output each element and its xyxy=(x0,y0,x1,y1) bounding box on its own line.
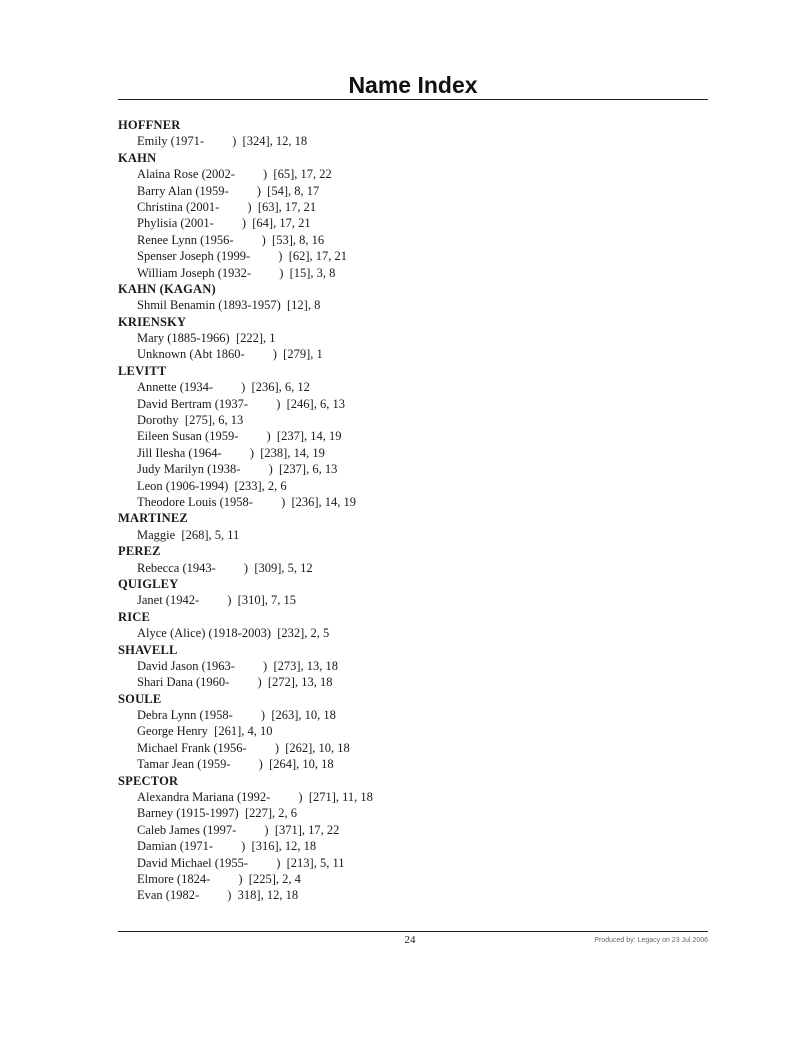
person-entry: Christina (2001- ) [63], 17, 21 xyxy=(137,199,317,214)
person-entry: Eileen Susan (1959- ) [237], 14, 19 xyxy=(137,429,342,444)
surname-group xyxy=(118,150,718,281)
person-entry: Annette (1934- ) [236], 6, 12 xyxy=(137,380,310,395)
person-entry: Jill Ilesha (1964- ) [238], 14, 19 xyxy=(137,445,325,460)
person-entry: Barry Alan (1959- ) [54], 8, 17 xyxy=(137,183,320,198)
surname-heading: MARTINEZ xyxy=(118,511,188,526)
person-entry: Emily (1971- ) [324], 12, 18 xyxy=(137,134,308,149)
footer-rule xyxy=(118,931,708,932)
surname-group xyxy=(118,117,718,150)
person-entry: Judy Marilyn (1938- ) [237], 6, 13 xyxy=(137,462,338,477)
surname-heading: QUIGLEY xyxy=(118,576,179,591)
person-entry: Shmil Benamin (1893-1957) [12], 8 xyxy=(137,298,321,313)
person-entry: Renee Lynn (1956- ) [53], 8, 16 xyxy=(137,232,325,247)
person-entry: Alexandra Mariana (1992- ) [271], 11, 18 xyxy=(137,790,373,805)
surname-group xyxy=(118,576,718,609)
surname-group xyxy=(118,363,718,511)
person-entry: George Henry [261], 4, 10 xyxy=(137,724,273,739)
person-entry: Alyce (Alice) (1918-2003) [232], 2, 5 xyxy=(137,626,330,641)
surname-heading: SOULE xyxy=(118,691,162,706)
person-entry: Theodore Louis (1958- ) [236], 14, 19 xyxy=(137,494,357,509)
person-entry: Tamar Jean (1959- ) [264], 10, 18 xyxy=(137,757,334,772)
person-entry: Leon (1906-1994) [233], 2, 6 xyxy=(137,478,287,493)
person-entry: Spenser Joseph (1999- ) [62], 17, 21 xyxy=(137,249,348,264)
person-entry: David Jason (1963- ) [273], 13, 18 xyxy=(137,658,339,673)
person-entry: Elmore (1824- ) [225], 2, 4 xyxy=(137,871,301,886)
page-title: Name Index xyxy=(348,72,478,98)
surname-heading: RICE xyxy=(118,609,151,624)
person-entry: Shari Dana (1960- ) [272], 13, 18 xyxy=(137,675,333,690)
person-entry: Janet (1942- ) [310], 7, 15 xyxy=(137,593,296,608)
person-entry: Evan (1982- ) 318], 12, 18 xyxy=(137,888,299,903)
person-entry: Dorothy [275], 6, 13 xyxy=(137,413,244,428)
surname-group xyxy=(118,642,718,691)
person-entry: Barney (1915-1997) [227], 2, 6 xyxy=(137,806,298,821)
surname-heading: KAHN xyxy=(118,150,157,165)
person-entry: Unknown (Abt 1860- ) [279], 1 xyxy=(137,347,323,362)
person-entry: Alaina Rose (2002- ) [65], 17, 22 xyxy=(137,167,332,182)
person-entry: Maggie [268], 5, 11 xyxy=(137,527,240,542)
person-entry: Michael Frank (1956- ) [262], 10, 18 xyxy=(137,740,350,755)
surname-group xyxy=(118,510,718,543)
surname-group xyxy=(118,691,718,773)
name-index-list xyxy=(118,117,718,904)
person-entry: David Bertram (1937- ) [246], 6, 13 xyxy=(137,396,345,411)
surname-group xyxy=(118,543,718,576)
surname-heading: SHAVELL xyxy=(118,642,178,657)
surname-heading: LEVITT xyxy=(118,363,167,378)
person-entry: Phylisia (2001- ) [64], 17, 21 xyxy=(137,216,311,231)
surname-heading: SPECTOR xyxy=(118,773,179,788)
page-number: 24 xyxy=(404,934,416,946)
title-rule xyxy=(118,99,708,100)
person-entry: Caleb James (1997- ) [371], 17, 22 xyxy=(137,822,340,837)
person-entry: Damian (1971- ) [316], 12, 18 xyxy=(137,839,317,854)
person-entry: David Michael (1955- ) [213], 5, 11 xyxy=(137,855,345,870)
surname-group xyxy=(118,281,718,314)
surname-heading: KAHN (KAGAN) xyxy=(118,281,216,296)
produced-by-note: Produced by: Legacy on 23 Jul 2006 xyxy=(594,937,708,944)
person-entry: Debra Lynn (1958- ) [263], 10, 18 xyxy=(137,708,336,723)
person-entry: Mary (1885-1966) [222], 1 xyxy=(137,331,276,346)
surname-group xyxy=(118,773,718,904)
person-entry: William Joseph (1932- ) [15], 3, 8 xyxy=(137,265,336,280)
surname-group xyxy=(118,314,718,363)
surname-heading: PEREZ xyxy=(118,544,161,559)
surname-heading: HOFFNER xyxy=(118,118,181,132)
person-entry: Rebecca (1943- ) [309], 5, 12 xyxy=(137,560,313,575)
surname-heading: KRIENSKY xyxy=(118,314,187,329)
surname-group xyxy=(118,609,718,642)
